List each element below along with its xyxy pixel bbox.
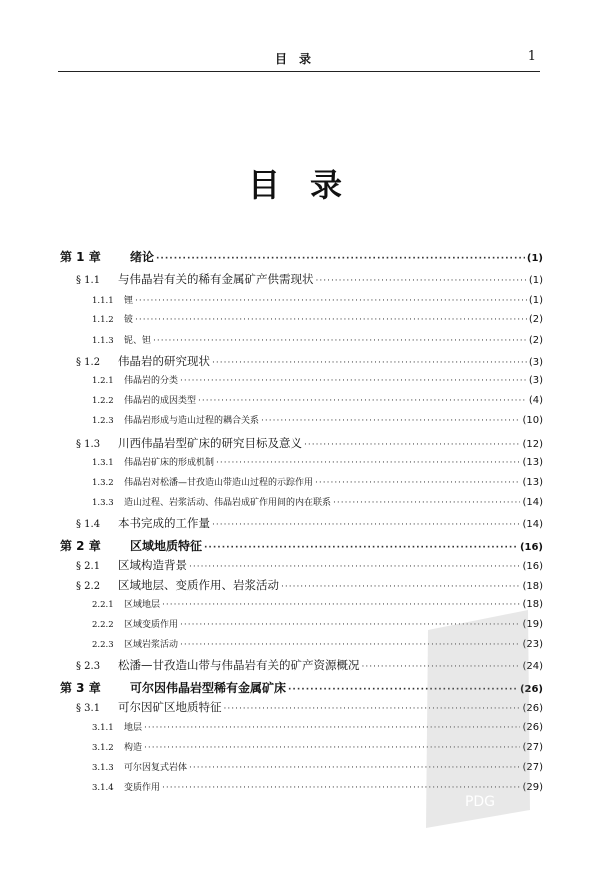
toc-entry-sub[interactable]: [92, 597, 543, 610]
toc-entry-page: (1): [528, 275, 543, 286]
toc-entry-number: 1.2.2: [92, 396, 114, 406]
toc-entry-sub[interactable]: [92, 393, 543, 406]
toc-entry-title: 区域地层、变质作用、岩浆活动: [118, 578, 279, 592]
toc-entry-sub[interactable]: [92, 475, 543, 488]
toc-entry-page: (13): [522, 477, 543, 488]
toc-entry-page: (4): [528, 395, 543, 406]
toc-entry-title: 可尔因伟晶岩型稀有金属矿床: [130, 681, 287, 695]
toc-entry-sub[interactable]: [92, 495, 543, 508]
toc-entry-page: (18): [522, 599, 543, 610]
toc-entry-section[interactable]: [76, 353, 543, 369]
toc-entry-title: 构造: [124, 743, 143, 753]
toc-entry-page: (26): [519, 684, 543, 695]
toc-entry-page: (18): [522, 581, 543, 592]
toc-entry-section[interactable]: [76, 577, 543, 593]
toc-entry-number: 2.2.3: [92, 640, 114, 650]
toc-leader-dots: [216, 458, 520, 468]
toc-entry-page: (13): [522, 457, 543, 468]
toc-entry-page: (12): [522, 439, 543, 450]
toc-entry-title: 本书完成的工作量: [118, 516, 210, 530]
toc-entry-page: (14): [522, 497, 543, 508]
toc-entry-number: 3.1.1: [92, 723, 114, 733]
toc-entry-page: (16): [519, 542, 543, 553]
toc-entry-title: 地层: [124, 723, 143, 733]
toc-entry-sub[interactable]: [92, 333, 543, 346]
toc-leader-dots: [135, 315, 527, 325]
toc-entry-title: 区域变质作用: [124, 620, 179, 630]
toc-leader-dots: [204, 543, 518, 553]
toc-entry-title: 伟晶岩的分类: [124, 376, 179, 386]
toc-leader-dots: [180, 376, 527, 386]
toc-entry-number: 1.1.2: [92, 315, 114, 325]
watermark-text: PDG: [464, 794, 496, 810]
toc-entry-number: 1.2.3: [92, 416, 114, 426]
toc-entry-sub[interactable]: [92, 293, 543, 306]
toc-entry-section[interactable]: [76, 515, 543, 531]
running-header: [58, 48, 540, 68]
toc-entry-title: 绪论: [130, 250, 155, 264]
toc-entry-number: § 1.3: [76, 439, 101, 450]
toc-entry-title: 造山过程、岩浆活动、伟晶岩成矿作用间的内在联系: [124, 498, 332, 508]
toc-leader-dots: [261, 416, 520, 426]
toc-leader-dots: [189, 562, 520, 572]
running-header-title: 目录: [274, 52, 323, 66]
toc-entry-title: 伟晶岩对松潘—甘孜造山带造山过程的示踪作用: [124, 478, 314, 488]
toc-entry-number: 2.2.1: [92, 600, 114, 610]
toc-entry-number: § 3.1: [76, 703, 101, 714]
toc-entry-number: § 1.2: [76, 357, 101, 368]
toc-entry-number: 1.3.3: [92, 498, 114, 508]
toc-entry-page: (26): [522, 722, 543, 733]
toc-entry-number: 1.3.1: [92, 458, 114, 468]
toc-entry-page: (27): [522, 742, 543, 753]
toc-leader-dots: [156, 254, 525, 264]
toc-entry-number: 第 1 章: [60, 250, 101, 264]
toc-entry-page: (16): [522, 561, 543, 572]
toc-entry-title: 伟晶岩的研究现状: [118, 354, 210, 368]
toc-leader-dots: [212, 358, 527, 368]
toc-entry-number: 1.3.2: [92, 478, 114, 488]
toc-entry-section[interactable]: [76, 271, 543, 287]
toc-entry-page: (29): [522, 782, 543, 793]
toc-entry-title: 区域岩浆活动: [124, 640, 179, 650]
toc-entry-number: § 2.2: [76, 581, 101, 592]
toc-entry-page: (3): [528, 357, 543, 368]
toc-entry-title: 川西伟晶岩型矿床的研究目标及意义: [118, 436, 302, 450]
toc-entry-number: § 2.3: [76, 661, 101, 672]
toc-entry-number: 3.1.3: [92, 763, 114, 773]
toc-entry-sub[interactable]: [92, 455, 543, 468]
toc-entry-number: 3.1.2: [92, 743, 114, 753]
toc-leader-dots: [315, 478, 520, 488]
toc-entry-sub[interactable]: [92, 413, 543, 426]
toc-entry-page: (19): [522, 619, 543, 630]
toc-entry-title: 伟晶岩矿床的形成机制: [124, 458, 215, 468]
toc-entry-title: 区域地质特征: [130, 539, 203, 553]
toc-leader-dots: [333, 498, 520, 508]
toc-entry-sub[interactable]: [92, 312, 543, 325]
toc-entry-page: (26): [522, 703, 543, 714]
toc-entry-title: 可尔因复式岩体: [124, 763, 188, 773]
toc-entry-title: 区域地层: [124, 600, 161, 610]
toc-leader-dots: [162, 600, 520, 610]
toc-entry-page: (3): [528, 375, 543, 386]
toc-entry-title: 铌、钽: [124, 336, 152, 346]
toc-entry-sub[interactable]: [92, 373, 543, 386]
toc-entry-title: 变质作用: [124, 783, 161, 793]
toc-entry-title: 与伟晶岩有关的稀有金属矿产供需现状: [118, 272, 314, 286]
toc-entry-title: 锂: [124, 296, 134, 306]
toc-entry-page: (24): [522, 661, 543, 672]
toc-entry-title: 伟晶岩形成与造山过程的耦合关系: [124, 416, 260, 426]
toc-entry-section[interactable]: [76, 557, 543, 573]
toc-leader-dots: [316, 276, 527, 286]
toc-entry-page: (1): [528, 295, 543, 306]
watermark-seal: [418, 610, 538, 830]
toc-entry-number: 第 3 章: [60, 681, 101, 695]
toc-entry-number: § 1.1: [76, 275, 101, 286]
toc-entry-page: (27): [522, 762, 543, 773]
toc-entry-number: § 2.1: [76, 561, 101, 572]
toc-entry-page: (2): [528, 335, 543, 346]
toc-leader-dots: [212, 520, 520, 530]
page-title: 目录: [247, 166, 372, 204]
toc-leader-dots: [198, 396, 527, 406]
toc-entry-title: 松潘—甘孜造山带与伟晶岩有关的矿产资源概况: [118, 658, 360, 672]
toc-entry-chapter[interactable]: [60, 248, 543, 265]
toc-leader-dots: [153, 336, 527, 346]
toc-entry-number: 1.1.1: [92, 296, 114, 306]
toc-entry-number: 1.1.3: [92, 336, 114, 346]
toc-entry-page: (1): [526, 253, 543, 264]
toc-entry-page: (2): [528, 314, 543, 325]
toc-entry-page: (14): [522, 519, 543, 530]
toc-entry-number: 2.2.2: [92, 620, 114, 630]
toc-entry-section[interactable]: [76, 435, 543, 451]
toc-entry-title: 伟晶岩的成因类型: [124, 396, 197, 406]
toc-entry-number: 3.1.4: [92, 783, 114, 793]
toc-entry-title: 铍: [124, 315, 134, 325]
toc-entry-number: 1.2.1: [92, 376, 114, 386]
toc-entry-page: (10): [522, 415, 543, 426]
toc-entry-number: 第 2 章: [60, 539, 101, 553]
toc-leader-dots: [135, 296, 527, 306]
toc-entry-page: (23): [522, 639, 543, 650]
toc-entry-title: 可尔因矿区地质特征: [118, 700, 222, 714]
toc-entry-title: 区域构造背景: [118, 558, 187, 572]
page-number: 1: [527, 49, 536, 64]
toc-entry-number: § 1.4: [76, 519, 101, 530]
header-rule: [58, 71, 540, 72]
toc-leader-dots: [281, 582, 520, 592]
toc-leader-dots: [304, 440, 520, 450]
toc-entry-chapter[interactable]: [60, 537, 543, 554]
